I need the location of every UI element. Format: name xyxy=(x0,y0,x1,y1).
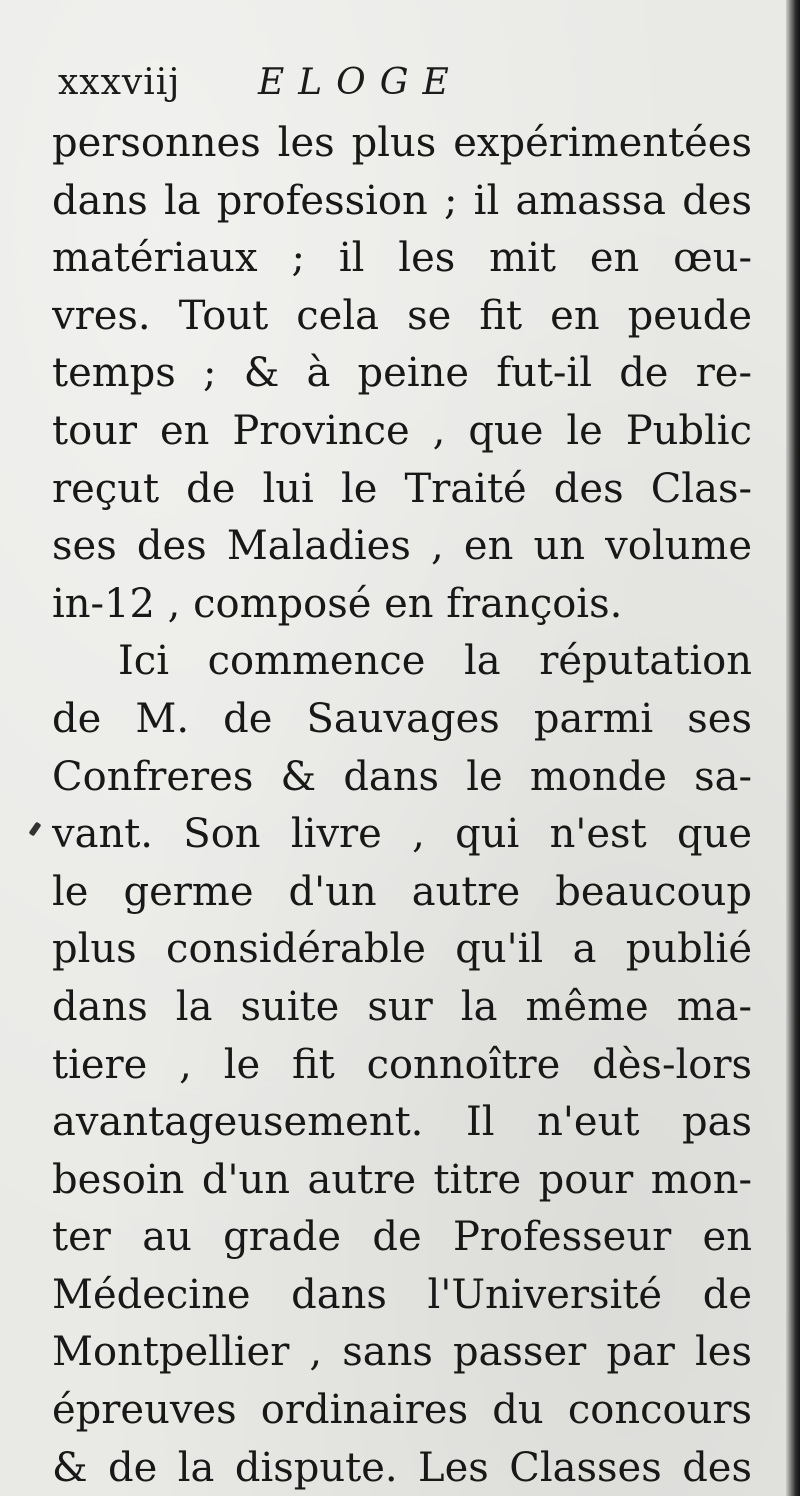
text-line: Médecine dans l'Université de xyxy=(52,1271,752,1318)
text-line: dans la profession ; il amassa des xyxy=(52,177,752,224)
text-line: de M. de Sauvages parmi ses xyxy=(52,695,752,742)
text-line: Montpellier , sans passer par les xyxy=(52,1329,752,1376)
text-line: matériaux ; il les mit en œu- xyxy=(52,235,752,282)
running-title: ELOGE xyxy=(258,62,463,103)
text-line: in-12 , composé en françois. xyxy=(52,580,623,627)
text-line: reçut de lui le Traité des Clas- xyxy=(52,465,752,512)
ink-mark xyxy=(29,822,42,837)
body-text xyxy=(52,115,752,1496)
running-header xyxy=(58,62,748,122)
text-line: personnes les plus expérimentées xyxy=(52,120,752,166)
text-line: tour en Province , que le Public xyxy=(52,407,752,454)
text-line: vres. Tout cela se fit en peude xyxy=(52,292,752,339)
text-line: épreuves ordinaires du concours xyxy=(52,1387,752,1434)
paragraph-first-line: Ici commence la réputation xyxy=(118,638,752,685)
page-number: xxxviij xyxy=(58,62,181,103)
text-line: besoin d'un autre titre pour mon- xyxy=(52,1156,752,1203)
text-line: & de la dispute. Les Classes des xyxy=(52,1444,752,1491)
text-line: dans la suite sur la même ma- xyxy=(52,983,752,1030)
text-line: ses des Maladies , en un volume xyxy=(52,523,752,570)
text-line: tiere , le fit connoître dès-lors xyxy=(52,1041,752,1088)
page-edge-shadow xyxy=(786,0,800,1496)
text-line: temps ; & à peine fut-il de re- xyxy=(52,350,752,397)
text-line: le germe d'un autre beaucoup xyxy=(52,868,752,915)
text-line: ter au grade de Professeur en xyxy=(52,1214,752,1261)
text-line: avantageusement. Il n'eut pas xyxy=(52,1099,752,1146)
text-line: vant. Son livre , qui n'est que xyxy=(52,811,752,858)
text-line: plus considérable qu'il a publié xyxy=(52,926,752,973)
text-line: Confreres & dans le monde sa- xyxy=(52,753,752,800)
